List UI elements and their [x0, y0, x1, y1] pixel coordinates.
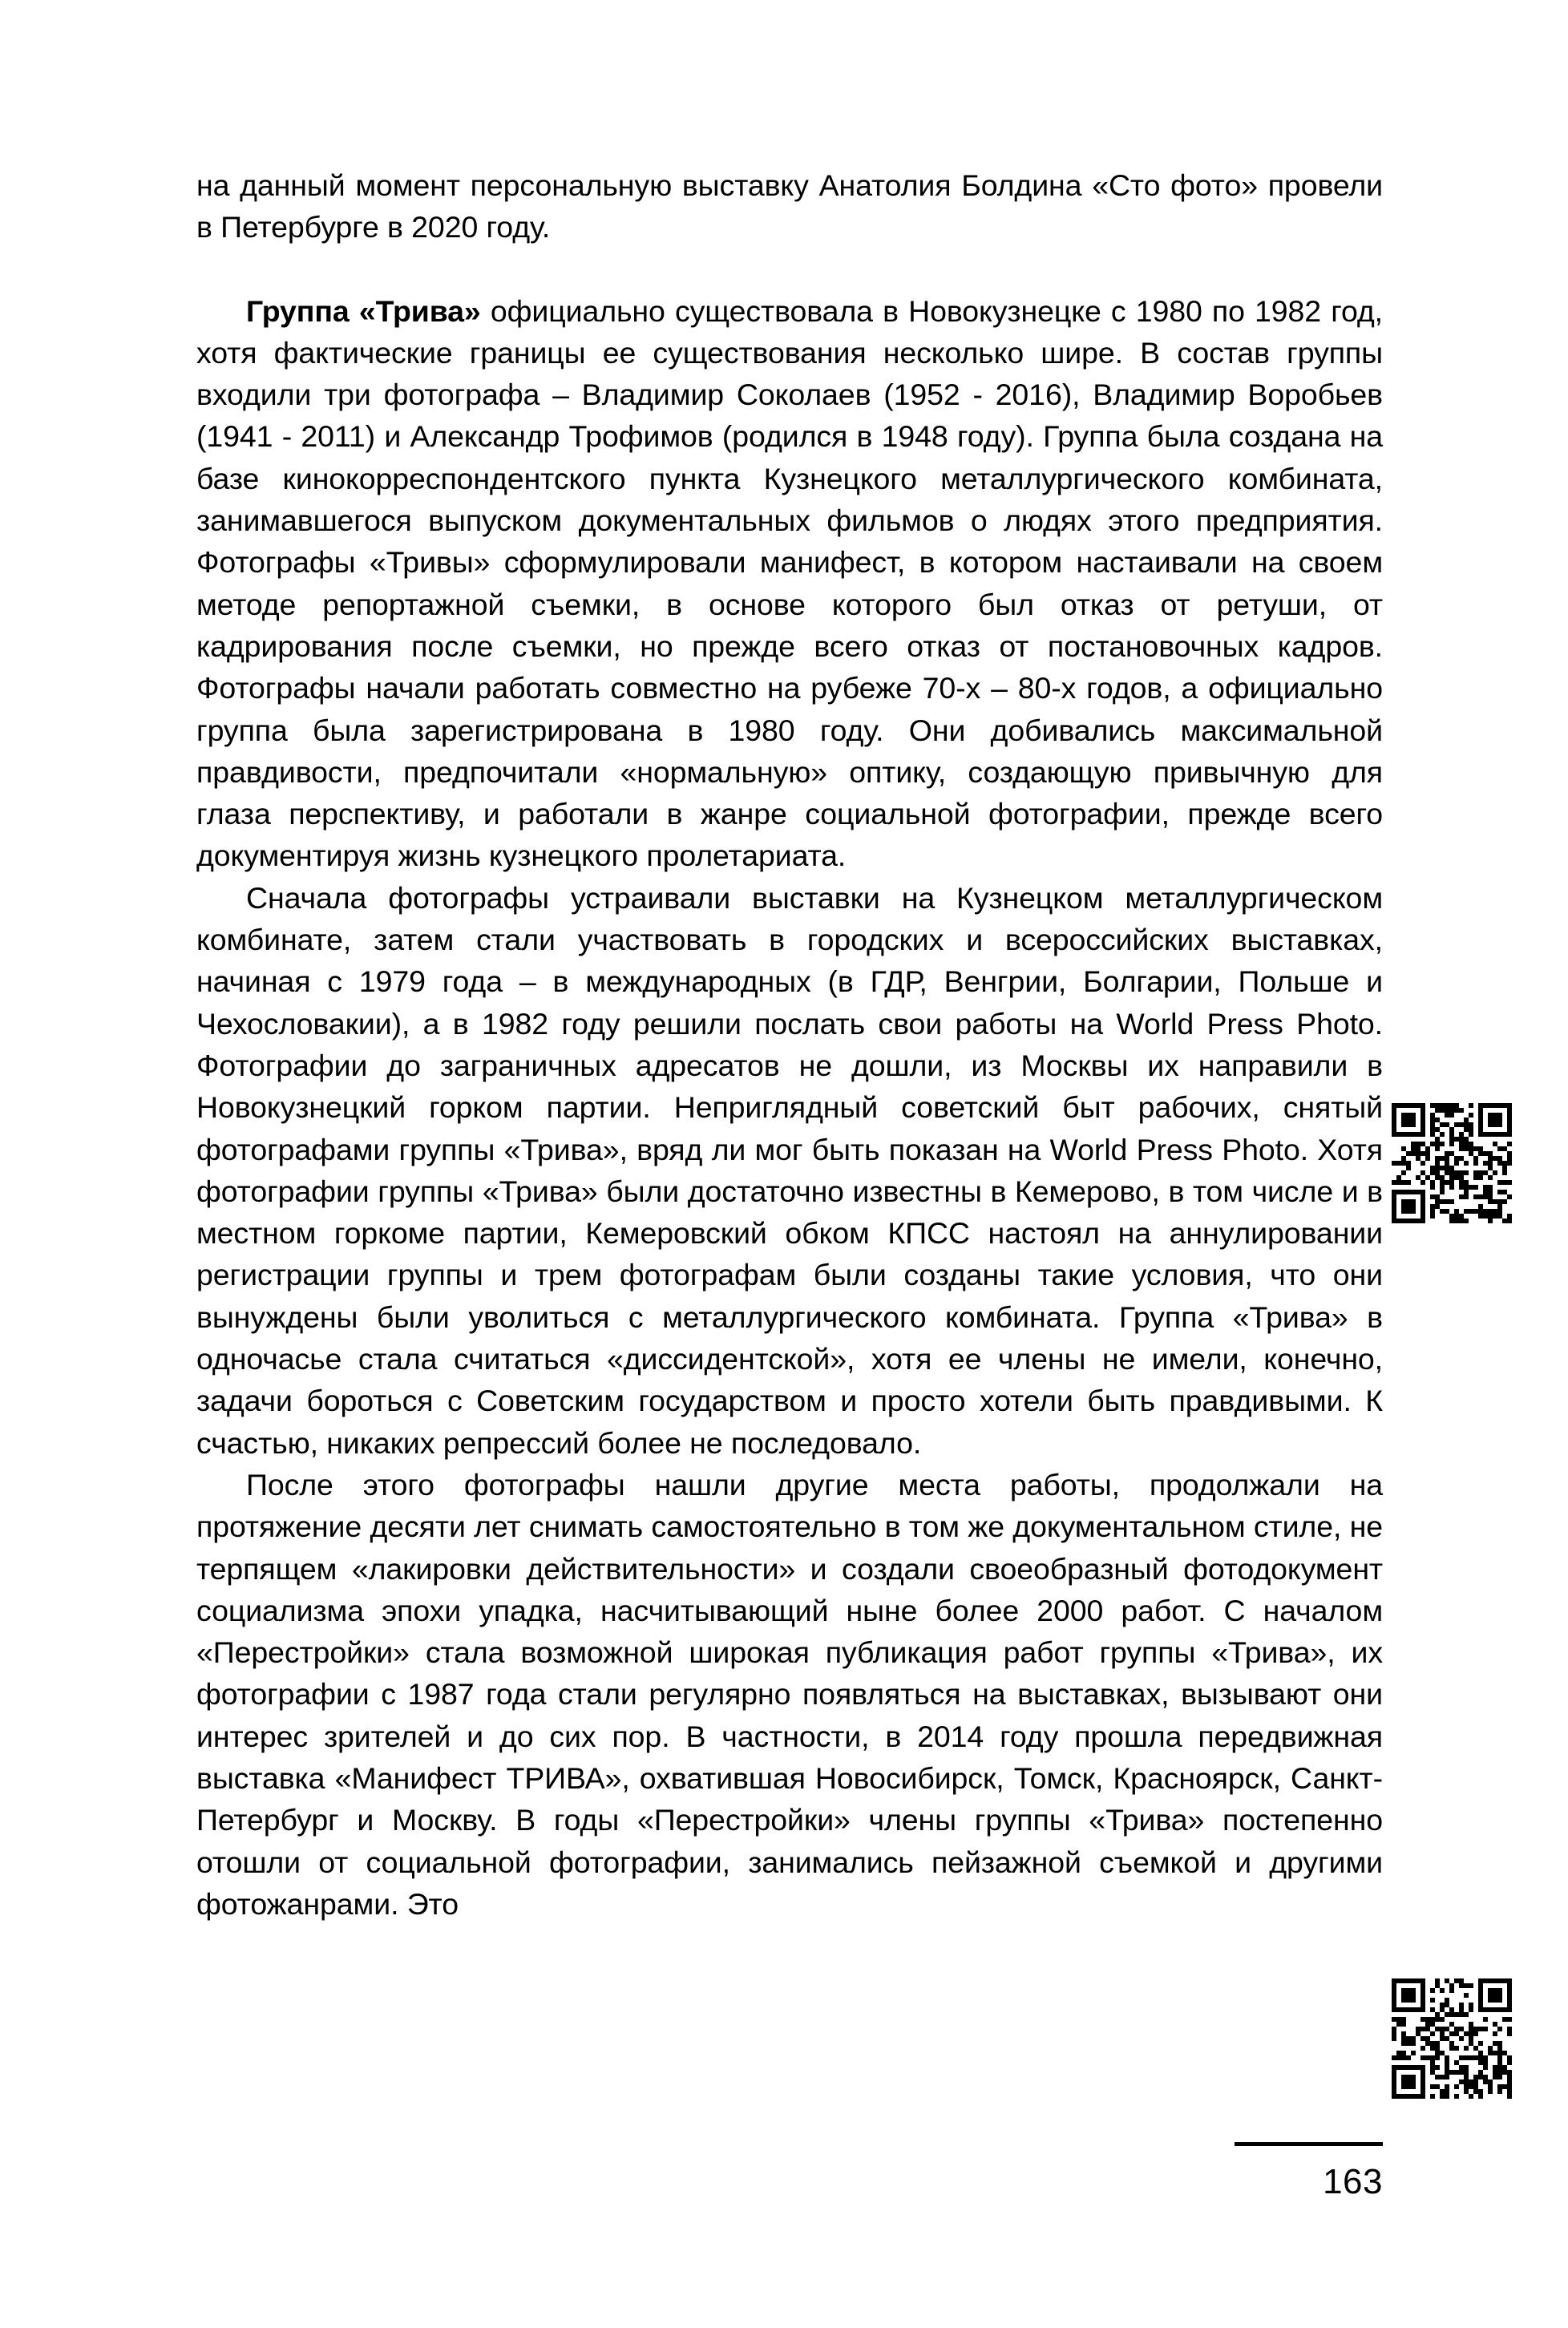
- footer-divider: [1235, 2142, 1383, 2146]
- paragraph-after: [196, 1464, 1392, 1925]
- paragraph-text: официально существовала в Новокузнецке с 1980 по 1982 год, хотя фактические границы ее существования несколько шире. В состав группы входили три фотографа – Владимир Соколаев (1952 - 2016), Владимир Воробьев (1941 - 2011) и Александр Трофимов (родился в 1948 году). Группа была создана на базе кинокорреспондентского пункта Кузнецкого металлургического комбината, занимавшегося выпуском документальных фильмов о людях этого предприятия. Фотографы «Тривы» сформулировали манифест, в котором настаивали на своем методе репортажной съемки, в основе которого был отказ от ретуши, от кадрирования после съемки, но прежде всего отказ от постановочных кадров. Фотографы начали работать совместно на рубеже 70-х – 80-х годов, а официально группа была зарегистрирована в 1980 году. Они добивались максимальной правдивости, предпочитали «нормальную» оптику, создающую привычную для глаза перспективу, и работали в жанре социальной фотографии, прежде всего документируя жизнь кузнецкого пролетариата.: [196, 293, 1392, 873]
- paragraph-exhibitions: [196, 877, 1392, 1464]
- page-number: 163: [1323, 2162, 1383, 2201]
- paragraph-text: После этого фотографы нашли другие места работы, продолжали на протяжение десяти лет снимать самостоятельно в том же документальном стиле, не терпящем «лакировки действительности» и создали своеобразный фотодокумент социализма эпохи упадка, насчитывающий ныне более 2000 работ. С началом «Перестройки» стала возможной широкая публикация работ группы «Трива», их фотографии с 1987 года стали регулярно появляться на выставках, вызывают они интерес зрителей и до сих пор. В частности, в 2014 году прошла передвижная выставка «Манифест ТРИВА», охватившая Новосибирск, Томск, Красноярск, Санкт-Петербург и Москву. В годы «Перестройки» члены группы «Трива» постепенно отошли от социальной фотографии, занимались пейзажной съемкой и другими фотожанрами. Это: [196, 1467, 1392, 1921]
- paragraph-continued: [196, 164, 1392, 249]
- page-footer: [1235, 2142, 1383, 2202]
- qr-code-upper-icon: [1392, 1103, 1512, 1223]
- paragraph-text: на данный момент персональную выставку Анатолия Болдина «Сто фото» провели в Петербурге в 2020 году.: [196, 168, 1392, 245]
- paragraph-spacer: [196, 249, 1383, 290]
- paragraph-lead-bold: Группа «Трива»: [246, 293, 481, 328]
- text-column: [196, 164, 1392, 1925]
- qr-code-lower-icon: [1392, 1978, 1512, 2099]
- paragraph-text: Сначала фотографы устраивали выставки на Кузнецком металлургическом комбинате, затем стали участвовать в городских и всероссийских выставках, начиная с 1979 года – в международных (в ГДР, Венгрии, Болгарии, Польше и Чехословакии), а в 1982 году решили послать свои работы на World Press Photo. Фотографии до заграничных адресатов не дошли, из Москвы их направили в Новокузнецкий горком партии. Неприглядный советский быт рабочих, снятый фотографами группы «Трива», вряд ли мог быть показан на World Press Photo. Хотя фотографии группы «Трива» были достаточно известны в Кемерово, в том числе и в местном горкоме партии, Кемеровский обком КПСС настоял на аннулировании регистрации группы и трем фотографам были созданы такие условия, что они вынуждены были уволиться с металлургического комбината. Группа «Трива» в одночасье стала считаться «диссидентской», хотя ее члены не имели, конечно, задачи бороться с Советским государством и просто хотели быть правдивыми. К счастью, никаких репрессий более не последовало.: [196, 880, 1392, 1460]
- paragraph-triva-group: [196, 290, 1392, 877]
